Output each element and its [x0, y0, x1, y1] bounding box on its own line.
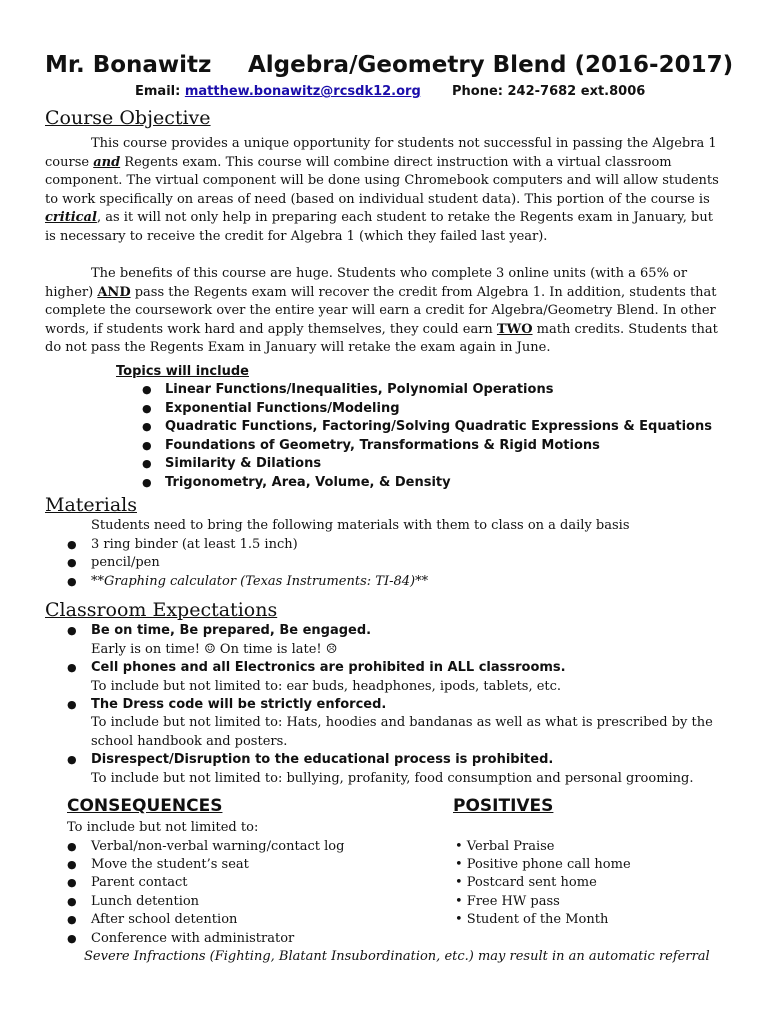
consequence-item: Move the student’s seat — [91, 857, 249, 872]
material-item: **Graphing calculator (Texas Instruments: TI-84)** — [91, 574, 429, 589]
expectation-detail: To include but not limited to: ear buds, headphones, ipods, tablets, etc. — [91, 679, 562, 694]
consequences-heading: CONSEQUENCES — [67, 796, 223, 816]
bullet-icon: ● — [67, 895, 77, 908]
course-title: Algebra/Geometry Blend (2016-2017) — [248, 52, 734, 78]
topic-item: Foundations of Geometry, Transformations & Rigid Motions — [165, 438, 600, 453]
emphasized-text: critical — [45, 210, 97, 226]
consequence-item: Conference with administrator — [91, 931, 295, 946]
material-item: pencil/pen — [91, 555, 160, 570]
emphasized-text: AND — [97, 284, 131, 300]
bullet-icon: ● — [142, 402, 152, 415]
expectations-heading: Classroom Expectations — [45, 599, 278, 621]
email-link[interactable]: matthew.bonawitz@rcsdk12.org — [184, 84, 421, 99]
paragraph-text: math credits. Students that do not pass the Regents Exam in January will retake the exam again in June. — [45, 321, 718, 356]
expectation-detail: To include but not limited to: Hats, hoodies and bandanas as well as what is prescribed by the — [91, 715, 713, 730]
bullet-icon: ● — [67, 840, 77, 853]
expectation-title: Cell phones and all Electronics are prohibited in ALL classrooms. — [91, 660, 566, 675]
bullet-icon: ● — [142, 439, 152, 452]
consequence-item: Verbal/non-verbal warning/contact log — [91, 839, 345, 854]
topic-item: Exponential Functions/Modeling — [165, 401, 400, 416]
consequence-item: Lunch detention — [91, 894, 200, 909]
positive-item: • Free HW pass — [455, 894, 560, 909]
materials-intro: Students need to bring the following materials with them to class on a daily basis — [91, 518, 630, 533]
bullet-icon: ● — [67, 661, 77, 674]
bullet-icon: ● — [142, 420, 152, 433]
email-label: Email: — [135, 84, 181, 99]
topic-item: Trigonometry, Area, Volume, & Density — [165, 475, 451, 490]
positive-item: • Student of the Month — [455, 912, 609, 927]
bullet-icon: ● — [142, 476, 152, 489]
expectation-title: Be on time, Be prepared, Be engaged. — [91, 623, 372, 638]
bullet-icon: ● — [67, 575, 77, 588]
paragraph-text: This course provides a unique opportunity for students not successful in passing the Algebra 1 course — [45, 136, 717, 170]
severe-infractions-note: Severe Infractions (Fighting, Blatant Insubordination, etc.) may result in an automatic referral — [84, 949, 710, 964]
expectation-detail: To include but not limited to: bullying, profanity, food consumption and personal grooming. — [91, 771, 694, 786]
bullet-icon: ● — [67, 858, 77, 871]
topic-item: Similarity & Dilations — [165, 456, 322, 471]
course-objective-heading: Course Objective — [45, 107, 211, 129]
email-line — [135, 83, 421, 102]
bullet-icon: ● — [142, 383, 152, 396]
positive-item: • Verbal Praise — [455, 839, 555, 854]
topic-item: Quadratic Functions, Factoring/Solving Quadratic Expressions & Equations — [165, 419, 712, 434]
expectation-title: Disrespect/Disruption to the educational process is prohibited. — [91, 752, 554, 767]
objective-paragraph-2 — [45, 265, 725, 358]
positives-heading: POSITIVES — [453, 796, 554, 816]
bullet-icon: ● — [67, 624, 77, 637]
positive-item: • Positive phone call home — [455, 857, 631, 872]
topic-item: Linear Functions/Inequalities, Polynomial Operations — [165, 382, 554, 397]
paragraph-text: , as it will not only help in preparing each student to retake the Regents exam in January, but is necessary to receive the credit for Algebra 1 (which they failed last year). — [45, 210, 713, 244]
positive-item: • Postcard sent home — [455, 875, 597, 890]
bullet-icon: ● — [67, 698, 77, 711]
objective-paragraph-1 — [45, 135, 725, 247]
bullet-icon: ● — [67, 932, 77, 945]
consequences-intro: To include but not limited to: — [67, 820, 259, 835]
paragraph-text: The benefits of this course are huge. Students who complete 3 online units (with a 65% or higher) — [45, 266, 688, 300]
phone-number: Phone: 242-7682 ext.8006 — [452, 84, 646, 99]
consequence-item: After school detention — [91, 912, 238, 927]
material-item: 3 ring binder (at least 1.5 inch) — [91, 537, 298, 552]
topics-heading: Topics will include — [116, 364, 249, 379]
paragraph-text: pass the Regents exam will recover the credit from Algebra 1. In addition, students that complete the coursework over the entire year will earn a credit for Algebra/Geometry Blend. In other words, if students work hard and apply themselves, they could earn — [45, 284, 717, 337]
expectation-detail: Early is on time! ☺ On time is late! ☹ — [91, 642, 338, 657]
bullet-icon: ● — [67, 913, 77, 926]
expectation-detail: school handbook and posters. — [91, 734, 288, 749]
bullet-icon: ● — [67, 538, 77, 551]
bullet-icon: ● — [67, 753, 77, 766]
bullet-icon: ● — [142, 457, 152, 470]
bullet-icon: ● — [67, 556, 77, 569]
bullet-icon: ● — [67, 876, 77, 889]
paragraph-text: Regents exam. This course will combine direct instruction with a virtual classroom component. The virtual component will be done using Chromebook computers and will allow students to work specifically on areas of need (based on individual student data). This portion of the course is — [45, 154, 719, 207]
expectation-title: The Dress code will be strictly enforced. — [91, 697, 387, 712]
emphasized-text: and — [93, 154, 121, 170]
consequence-item: Parent contact — [91, 875, 188, 890]
teacher-name: Mr. Bonawitz — [45, 52, 212, 78]
materials-heading: Materials — [45, 494, 137, 516]
emphasized-text: TWO — [496, 321, 533, 337]
